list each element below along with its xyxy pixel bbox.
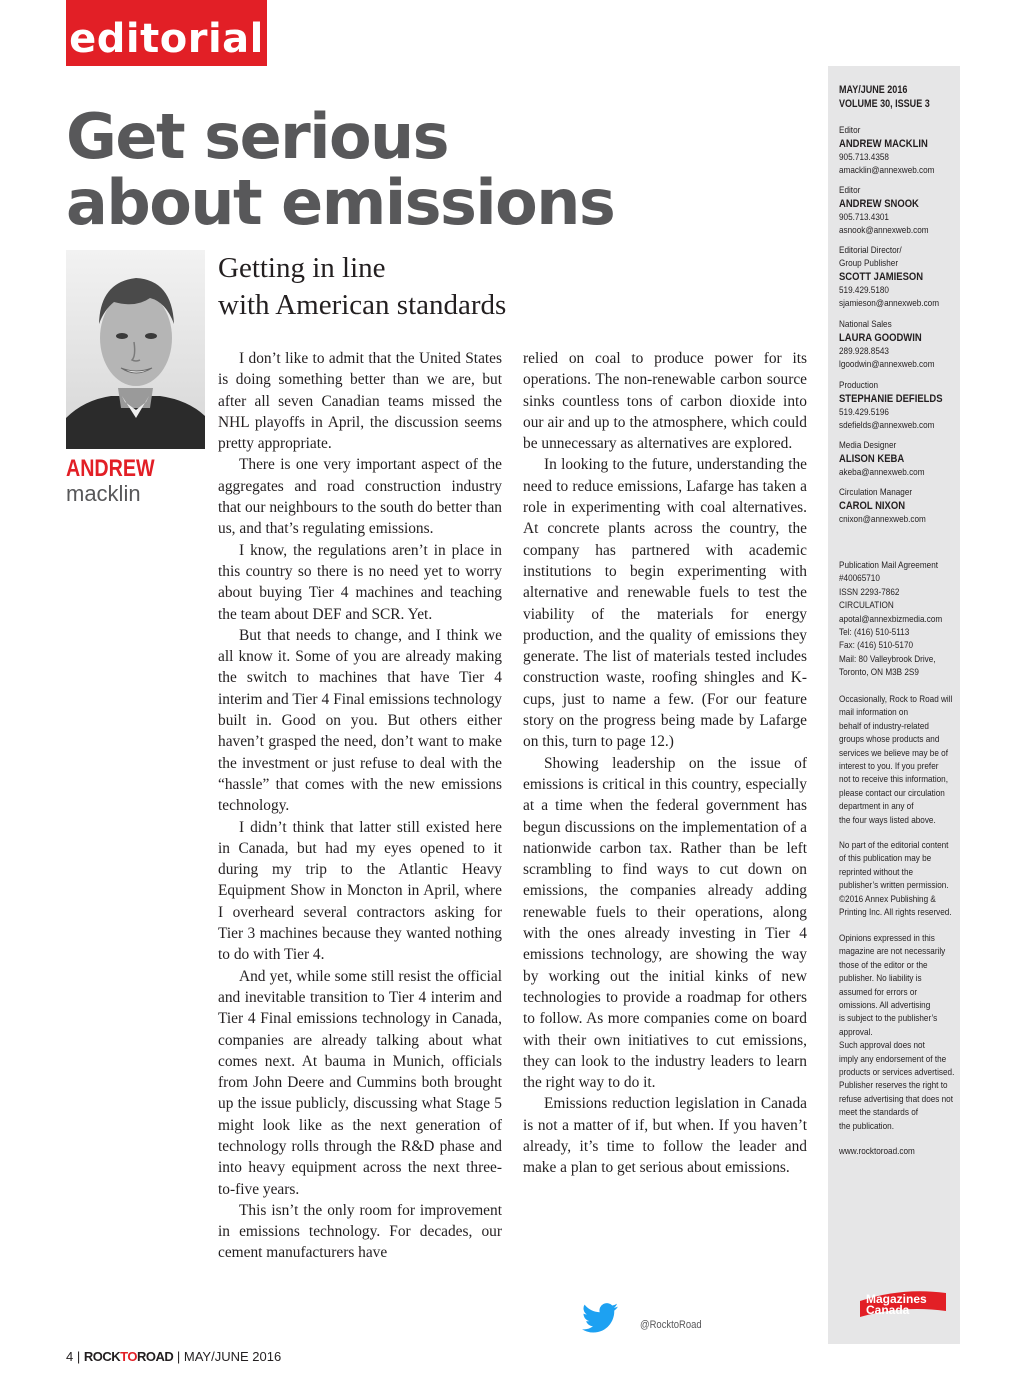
mag-rock: ROCK — [83, 1349, 121, 1364]
staff-role-line-2: Group Publisher — [839, 258, 899, 269]
paragraph: But that needs to change, and I think we all know it. Some of you are already making the switch to machines that have Tier 4 interim and Tier 4 Final emissions technology built in. Good on you. But others either haven’t grasped the need, don’t want to make the investment or just refuse to deal with the “hassle” that comes with the new emissions technology. — [218, 626, 502, 815]
publication-info — [839, 559, 959, 680]
notice-line: the publication. — [839, 1120, 894, 1132]
article-column-1 — [218, 348, 502, 1264]
staff-email[interactable]: asnook@annexweb.com — [839, 225, 929, 237]
masthead-sidebar — [828, 66, 960, 1344]
notice-line: mail information on — [839, 707, 909, 719]
notice-line: refuse advertising that does not — [839, 1093, 954, 1105]
notice-line: approval. — [839, 1026, 873, 1038]
notice-line: assumed for errors or — [839, 986, 918, 998]
notice-line: No part of the editorial content — [839, 840, 949, 851]
website-link[interactable]: www.rocktoroad.com — [839, 1146, 915, 1157]
notice-line: omissions. All advertising — [839, 1000, 931, 1012]
author-first-name: ANDREW — [66, 455, 155, 482]
mag-road: ROAD — [136, 1349, 174, 1364]
website — [839, 1145, 959, 1158]
headline-line-2: about emissions — [66, 166, 615, 239]
info-line: Toronto, ON M3B 2S9 — [839, 667, 919, 679]
magazines-canada-logo — [854, 1287, 950, 1319]
twitter-bird-icon[interactable] — [582, 1303, 618, 1333]
notice-line: those of the editor or the — [839, 959, 928, 971]
footer-date: MAY/JUNE 2016 — [183, 1349, 282, 1364]
paragraph: I know, the regulations aren’t in place in this country so there is no need yet to worry about buying Tier 4 machines and teaching the team about DEF and SCR. Yet. — [218, 541, 502, 623]
staff-phone: 519.429.5196 — [839, 407, 889, 418]
staff-name: CAROL NIXON — [839, 500, 906, 512]
staff-name: SCOTT JAMIESON — [839, 271, 924, 283]
notice-line: meet the standards of — [839, 1107, 919, 1119]
staff-email[interactable]: lgoodwin@annexweb.com — [839, 359, 935, 371]
staff-role: Production — [839, 380, 879, 391]
staff-name: LAURA GOODWIN — [839, 332, 922, 344]
notice-line: products or services advertised. — [839, 1067, 955, 1079]
notice-line: reprinted without the — [839, 866, 914, 878]
logo-text-2: Canada — [866, 1303, 910, 1317]
staff-role: Circulation Manager — [839, 487, 913, 498]
notice-line: groups whose products and — [839, 734, 940, 746]
author-last-name: macklin — [66, 481, 141, 506]
info-line: Publication Mail Agreement — [839, 560, 939, 571]
notice-line: publisher’s written permission. — [839, 880, 949, 892]
info-line: #40065710 — [839, 573, 880, 585]
notice-line: department in any of — [839, 801, 914, 813]
staff-entry — [839, 184, 959, 238]
section-tag: editorial — [66, 0, 267, 66]
notice-line: magazine are not necessarily — [839, 946, 946, 958]
paragraph: This isn’t the only room for improvement in emissions technology. For decades, our cement manufacturers have — [218, 1201, 502, 1262]
paragraph: Showing leadership on the issue of emissions is critical in this country, especially at a time when the federal government has begun discussions on the implementation of a nationwide carbon tax. Rather than be left scrambling to find ways to cut down on emissions, the companies already adding renewable fuels to their operations, along with the ones already investing in Tier 4 emissions technology, are showing the way by working out the initial kinks of new technologies to provide a roadmap for others to follow. As more companies come on board with their own initiatives to cut emissions, they can look to the industry leaders to learn the right way to do it. — [523, 754, 807, 1092]
staff-email[interactable]: sdefields@annexweb.com — [839, 420, 935, 432]
notice-line: ©2016 Annex Publishing & — [839, 893, 936, 905]
notice-line: the four ways listed above. — [839, 814, 936, 826]
paragraph: Emissions reduction legislation in Canada is not a matter of if, but when. If you haven’t already, it’s time to follow the leader and make a plan to get serious about emissions. — [523, 1095, 807, 1177]
staff-entry — [839, 318, 959, 372]
info-line: ISSN 2293-7862 — [839, 586, 900, 598]
info-line[interactable]: apotal@annexbizmedia.com — [839, 613, 943, 625]
headline-line-1: Get serious — [66, 100, 449, 173]
staff-phone: 905.713.4358 — [839, 152, 889, 163]
copyright-notice — [839, 839, 959, 919]
mag-to: TO — [120, 1349, 137, 1364]
article-column-2 — [523, 348, 807, 1179]
issue-info — [839, 83, 959, 111]
notice-line: of this publication may be — [839, 853, 932, 865]
staff-role: Media Designer — [839, 440, 897, 451]
staff-entry — [839, 486, 959, 526]
staff-email[interactable]: akeba@annexweb.com — [839, 467, 925, 478]
staff-entry — [839, 244, 959, 311]
twitter-handle[interactable]: @RocktoRoad — [640, 1319, 702, 1331]
notice-line: Printing Inc. All rights reserved. — [839, 907, 952, 919]
headline — [66, 100, 766, 239]
staff-role: National Sales — [839, 319, 892, 330]
paragraph: I don’t like to admit that the United States is doing something better than we are, but after all seven Canadian teams missed the NHL playoffs in April, the discussion seems pretty appropriate. — [218, 350, 502, 453]
footer-divider: | — [76, 1349, 84, 1364]
staff-role: Editor — [839, 125, 861, 136]
staff-email[interactable]: cnixon@annexweb.com — [839, 514, 926, 525]
notice-line: is subject to the publisher’s — [839, 1013, 938, 1025]
notice-line: Publisher reserves the right to — [839, 1080, 948, 1092]
staff-role: Editorial Director/ — [839, 245, 902, 256]
notice-line: behalf of industry-related — [839, 720, 929, 732]
info-line: Mail: 80 Valleybrook Drive, — [839, 653, 936, 665]
page-footer — [66, 1348, 281, 1366]
notice-line: publisher. No liability is — [839, 973, 922, 985]
notice-line: Such approval does not — [839, 1040, 925, 1052]
liability-notice — [839, 932, 959, 1133]
staff-entry — [839, 124, 959, 178]
notice-line: services we believe may be of — [839, 747, 948, 759]
staff-name: ALISON KEBA — [839, 453, 905, 465]
staff-entry — [839, 379, 959, 433]
staff-email[interactable]: amacklin@annexweb.com — [839, 165, 935, 177]
notice-line: please contact our circulation — [839, 787, 945, 799]
logo-text-1: Magazines — [866, 1292, 927, 1306]
mailing-notice — [839, 693, 959, 827]
author-portrait-image — [66, 250, 205, 449]
issue-date: MAY/JUNE 2016 — [839, 84, 908, 96]
notice-line: imply any endorsement of the — [839, 1053, 947, 1065]
staff-phone: 905.713.4301 — [839, 212, 889, 223]
staff-name: STEPHANIE DEFIELDS — [839, 393, 943, 405]
staff-phone: 289.928.8543 — [839, 346, 889, 357]
paragraph-continuation: relied on coal to produce power for its operations. The non-renewable carbon source sinks countless tons of carbon dioxide into our air and up to the atmosphere, which could be unnecessary as alternatives are explored. — [523, 350, 807, 453]
paragraph: There is one very important aspect of the aggregates and road construction industry that our neighbours to the south do better than us, and that’s regulating emissions. — [218, 456, 502, 538]
staff-phone: 519.429.5180 — [839, 285, 889, 296]
subtitle — [218, 250, 638, 324]
subtitle-line-1: Getting in line — [218, 252, 386, 284]
notice-line: interest to you. If you prefer — [839, 761, 939, 773]
notice-line: Opinions expressed in this — [839, 933, 935, 944]
subtitle-line-2: with American standards — [218, 289, 507, 321]
footer-divider: | — [176, 1349, 184, 1364]
magazine-name — [84, 1349, 173, 1364]
issue-volume: VOLUME 30, ISSUE 3 — [839, 98, 930, 110]
paragraph: I didn’t think that latter still existed here in Canada, but had my eyes opened to it during my trip to the Atlantic Heavy Equipment Show in Moncton in April, where I overheard several contractors asking for Tier 3 machines because they wanted nothing to do with Tier 4. — [218, 818, 502, 964]
paragraph: In looking to the future, understanding the need to reduce emissions, Lafarge has taken a role in experimenting with coal alternatives. At concrete plants across the country, the company has partnered with academic institutions to begin experimenting with alternative and renewable fuels to test the viability of the materials for energy production, and the quality of emissions they generate. The list of materials tested includes construction waste, roofing shingles and K-cups, just to name a few. (For our feature story on the progress being made by Lafarge on this, turn to page 12.) — [523, 456, 807, 751]
notice-line: Occasionally, Rock to Road will — [839, 694, 953, 705]
staff-role: Editor — [839, 185, 861, 196]
staff-name: ANDREW SNOOK — [839, 198, 919, 210]
info-line: Tel: (416) 510-5113 — [839, 627, 910, 639]
page-number: 4 — [66, 1349, 74, 1364]
info-line: Fax: (416) 510-5170 — [839, 640, 914, 652]
notice-line: not to receive this information, — [839, 774, 948, 786]
staff-email[interactable]: sjamieson@annexweb.com — [839, 298, 940, 310]
author-photo — [66, 250, 205, 449]
staff-entry — [839, 439, 959, 479]
info-line: CIRCULATION — [839, 600, 894, 612]
paragraph: And yet, while some still resist the official and inevitable transition to Tier 4 interim and Tier 4 Final emissions technology in Canada, companies are already talking about what comes next. At bauma in Munich, officials from John Deere and Cummins both brought up the issue publicly, discussing what Stage 5 might look like as the next generation of technology rolls through the R&D phase and into heavy equipment across the next three-to-five years. — [218, 967, 502, 1198]
staff-name: ANDREW MACKLIN — [839, 138, 928, 150]
